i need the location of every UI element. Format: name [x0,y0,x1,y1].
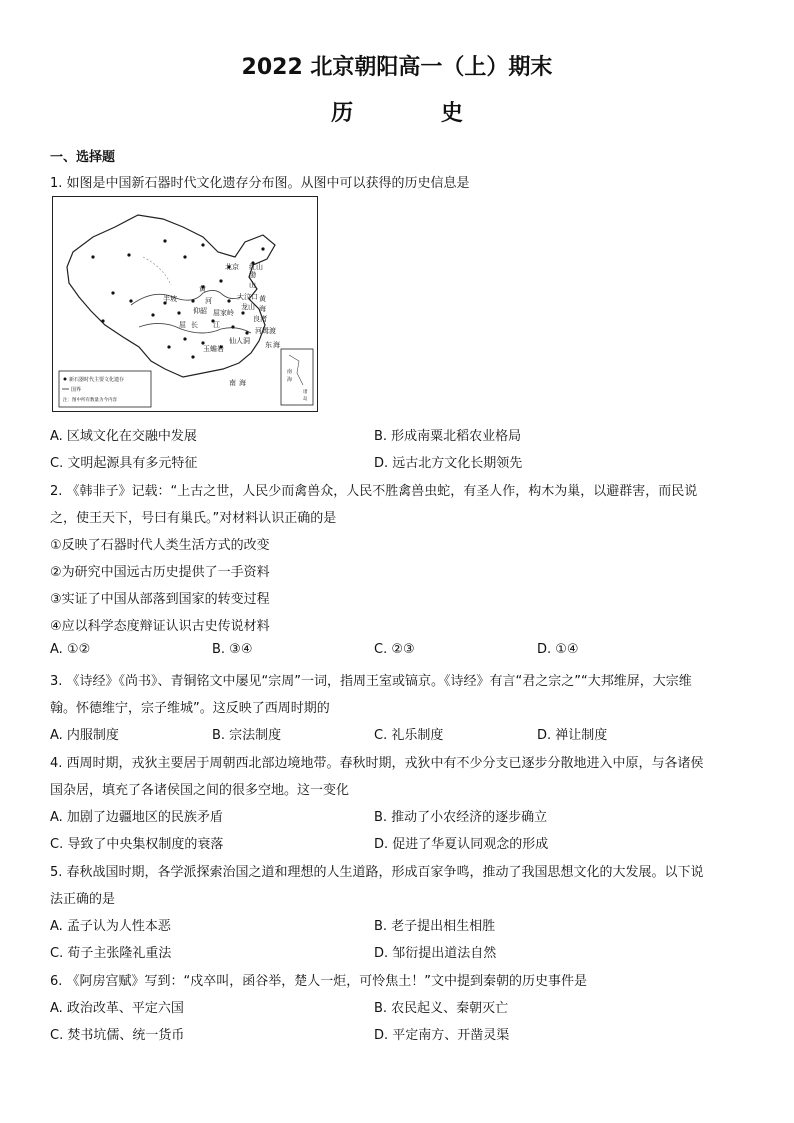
question-3-stem-cont: 翰。怀德维宁，宗子维城”。这反映了西周时期的 [50,701,330,716]
neolithic-culture-map [52,196,318,412]
question-5-stem-cont: 法正确的是 [50,892,116,907]
q2-option-c[interactable]: C. ②③ [374,642,415,657]
q3-option-c[interactable]: C. 礼乐制度 [374,728,444,743]
subject-title: 历 史 [331,101,503,126]
question-6-stem: 6. 《阿房宫赋》写到：“戍卒叫，函谷举，楚人一炬，可怜焦土！”文中提到秦朝的历史事件是 [50,974,588,989]
map-label: 海 [273,341,280,349]
map-label: 良渚 [253,315,267,323]
legend-sites: 新石器时代主要文化遗存 [69,377,125,383]
q6-option-c[interactable]: C. 焚书坑儒、统一货币 [50,1028,185,1043]
q4-option-a[interactable]: A. 加剧了边疆地区的民族矛盾 [50,810,223,825]
map-label: 仰韶 [193,307,207,315]
q6-option-b[interactable]: B. 农民起义、秦朝灭亡 [374,1001,509,1016]
map-label: 山 [249,281,256,289]
q1-option-c[interactable]: C. 文明起源具有多元特征 [50,456,198,471]
map-label: 海 [239,379,246,387]
china-map-figure [53,197,317,411]
q4-option-d[interactable]: D. 促进了华夏认同观念的形成 [374,837,549,852]
map-label: 江 [213,321,220,329]
map-label: 半坡 [163,295,177,303]
question-2-stem: 2. 《韩非子》记载：“上古之世，人民少而禽兽众，人民不胜禽兽虫蛇，有圣人作，构木为巢，以避群害，而民说 [50,484,698,499]
map-label: 河姆渡 [255,327,276,335]
map-label: 黄 [199,285,206,293]
question-1-stem: 1. 如图是中国新石器时代文化遗存分布图。从图中可以获得的历史信息是 [50,176,470,191]
map-label: 东 [265,341,272,349]
q3-option-d[interactable]: D. 禅让制度 [537,728,608,743]
map-label: 屈 [179,321,186,329]
question-3-stem: 3. 《诗经》《尚书》、青铜铭文中屡见“宗周”一词，指周王室或镐京。《诗经》有言“君之宗之”“大邦维屏，大宗维 [50,674,692,689]
q5-option-b[interactable]: B. 老子提出相生相胜 [374,919,496,934]
page-title: 2022 北京朝阳高一（上）期末 [241,55,553,80]
legend-note: 注：图中所有数量为今内容 [63,398,117,403]
legend-border: 国界 [71,387,82,393]
map-label: 河 [205,297,212,305]
q3-option-a[interactable]: A. 内服制度 [50,728,119,743]
inset-label: 海 [287,377,293,383]
map-label: 大汶口 [237,293,258,301]
q2-option-b[interactable]: B. ③④ [212,642,253,657]
map-label: 海 [259,305,266,313]
question-5-stem: 5. 春秋战国时期，各学派探索治国之道和理想的人生道路，形成百家争鸣，推动了我国思想文化的大发展。以下说 [50,865,704,880]
map-label: 玉蟾岩 [203,345,224,353]
q4-option-c[interactable]: C. 导致了中央集权制度的衰落 [50,837,224,852]
inset-label: 岛 [303,397,308,402]
q2-item: ②为研究中国远古历史提供了一手资料 [50,565,270,580]
map-label: 渤 [249,271,256,279]
q4-option-b[interactable]: B. 推动了小农经济的逐步确立 [374,810,548,825]
q3-option-b[interactable]: B. 宗法制度 [212,728,282,743]
q1-option-a[interactable]: A. 区域文化在交融中发展 [50,429,197,444]
q2-item: ①反映了石器时代人类生活方式的改变 [50,538,270,553]
inset-label: 诸 [303,390,308,395]
q5-option-d[interactable]: D. 邹衍提出道法自然 [374,946,497,961]
q5-option-a[interactable]: A. 孟子认为人性本恶 [50,919,171,934]
q1-option-d[interactable]: D. 远古北方文化长期领先 [374,456,523,471]
question-2-stem-cont: 之，使王天下，号曰有巢氏。”对材料认识正确的是 [50,511,337,526]
section-heading: 一、选择题 [50,150,116,165]
q6-option-a[interactable]: A. 政治改革、平定六国 [50,1001,184,1016]
map-label: 仙人洞 [229,337,250,345]
map-label: 长 [191,321,198,329]
q5-option-c[interactable]: C. 荀子主张隆礼重法 [50,946,172,961]
inset-label: 南 [287,369,293,375]
map-label: 南 [229,379,236,387]
map-label: 屈家岭 [213,309,234,317]
question-4-stem-cont: 国杂居，填充了各诸侯国之间的很多空地。这一变化 [50,783,350,798]
q2-item: ③实证了中国从部落到国家的转变过程 [50,592,270,607]
q1-option-b[interactable]: B. 形成南粟北稻农业格局 [374,429,522,444]
question-4-stem: 4. 西周时期，戎狄主要居于周朝西北部边境地带。春秋时期，戎狄中有不少分支已逐步分散地进入中原，与各诸侯 [50,756,704,771]
q2-item: ④应以科学态度辩证认识古史传说材料 [50,619,270,634]
map-label: 红山 [249,263,263,271]
map-label: 黄 [259,295,266,303]
q2-option-a[interactable]: A. ①② [50,642,91,657]
map-label: 北京 [225,263,239,271]
q2-option-d[interactable]: D. ①④ [537,642,579,657]
map-label: 龙山 [241,303,255,311]
q6-option-d[interactable]: D. 平定南方、开凿灵渠 [374,1028,510,1043]
